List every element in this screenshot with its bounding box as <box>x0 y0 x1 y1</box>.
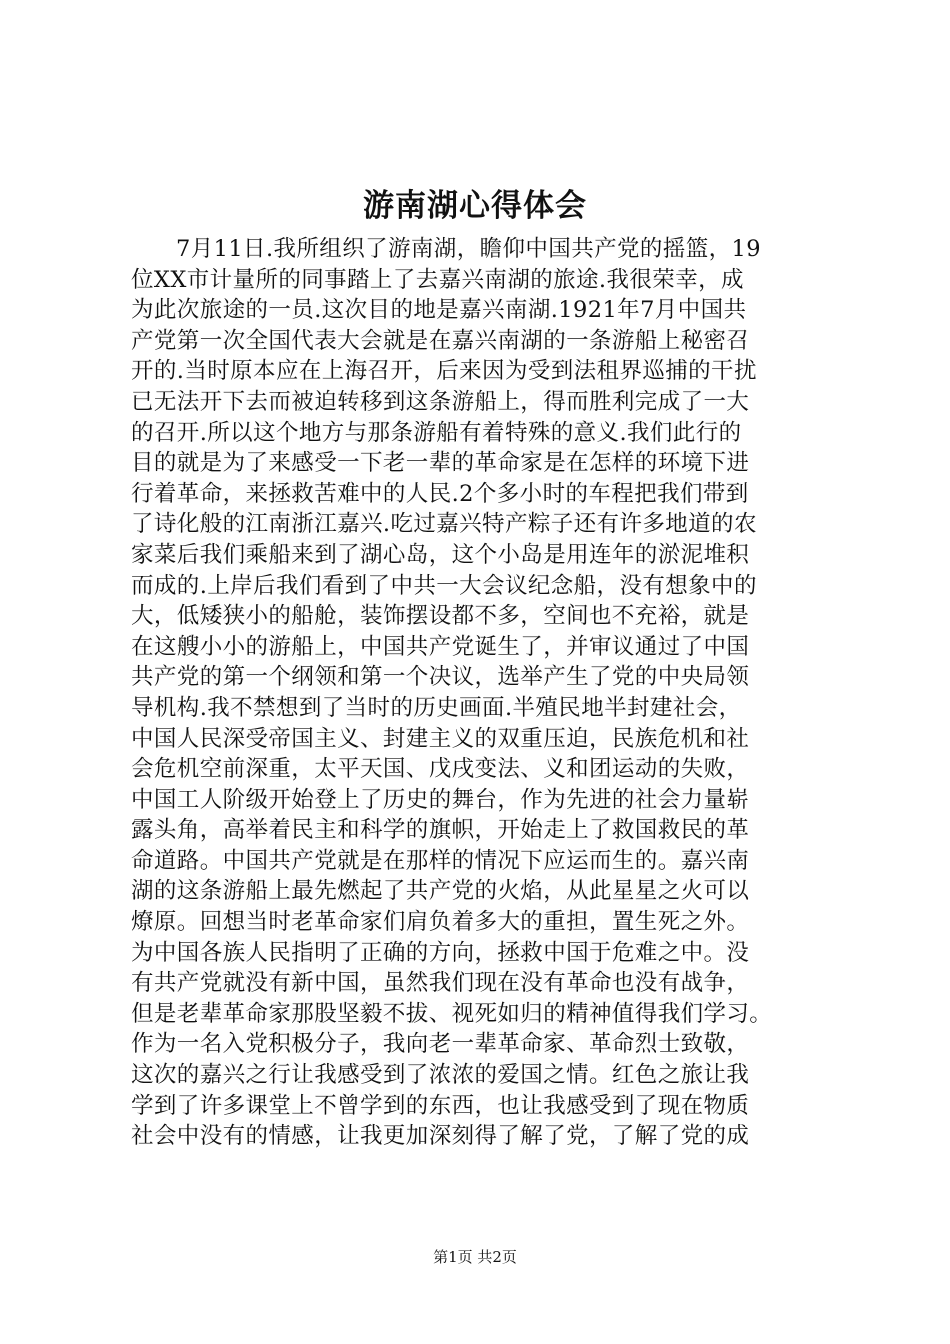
page-number: 第1页 共2页 <box>433 1248 517 1266</box>
body-line: 位XX市计量所的同事踏上了去嘉兴南湖的旅途.我很荣幸，成 <box>131 266 744 293</box>
body-line: 行着革命，来拯救苦难中的人民.2个多小时的车程把我们带到 <box>131 480 749 507</box>
body-line: 作为一名入党积极分子，我向老一辈革命家、革命烈士致敬， <box>131 1031 750 1058</box>
body-line: 有共产党就没有新中国，虽然我们现在没有革命也没有战争， <box>131 970 750 997</box>
body-line: 在这艘小小的游船上，中国共产党诞生了，并审议通过了中国 <box>131 633 750 660</box>
body-line: 的召开.所以这个地方与那条游船有着特殊的意义.我们此行的 <box>131 419 742 446</box>
body-line: 导机构.我不禁想到了当时的历史画面.半殖民地半封建社会， <box>131 694 742 721</box>
body-line: 露头角，高举着民主和科学的旗帜，开始走上了救国救民的革 <box>131 817 750 844</box>
body-line: 中国工人阶级开始登上了历史的舞台，作为先进的社会力量崭 <box>131 786 750 813</box>
body-line: 社会中没有的情感，让我更加深刻得了解了党，了解了党的成 <box>131 1123 750 1150</box>
body-line: 中国人民深受帝国主义、封建主义的双重压迫，民族危机和社 <box>131 725 750 752</box>
body-line: 已无法开下去而被迫转移到这条游船上，得而胜利完成了一大 <box>131 388 750 415</box>
document-body <box>131 234 851 1152</box>
body-line: 命道路。中国共产党就是在那样的情况下应运而生的。嘉兴南 <box>131 847 750 874</box>
body-line: 这次的嘉兴之行让我感受到了浓浓的爱国之情。红色之旅让我 <box>131 1062 750 1089</box>
body-line: 湖的这条游船上最先燃起了共产党的火焰，从此星星之火可以 <box>131 878 750 905</box>
body-line: 学到了许多课堂上不曾学到的东西，也让我感受到了现在物质 <box>131 1092 750 1119</box>
body-line: 燎原。回想当时老革命家们肩负着多大的重担，置生死之外。 <box>131 909 750 936</box>
body-line: 目的就是为了来感受一下老一辈的革命家是在怎样的环境下进 <box>131 450 750 477</box>
body-line: 大，低矮狭小的船舱，装饰摆设都不多，空间也不充裕，就是 <box>131 603 750 630</box>
body-line: 为此次旅途的一员.这次目的地是嘉兴南湖.1921年7月中国共 <box>131 297 747 324</box>
body-line: 开的.当时原本应在上海召开，后来因为受到法租界巡捕的干扰 <box>131 358 757 385</box>
body-line: 共产党的第一个纲领和第一个决议，选举产生了党的中央局领 <box>131 664 750 691</box>
body-line: 7月11日.我所组织了游南湖，瞻仰中国共产党的摇篮，19 <box>176 236 761 262</box>
body-line: 为中国各族人民指明了正确的方向，拯救中国于危难之中。没 <box>131 939 750 966</box>
body-line: 家菜后我们乘船来到了湖心岛，这个小岛是用连年的淤泥堆积 <box>131 541 750 568</box>
body-line: 产党第一次全国代表大会就是在嘉兴南湖的一条游船上秘密召 <box>131 327 750 354</box>
body-line: 会危机空前深重，太平天国、戊戌变法、义和团运动的失败， <box>131 756 750 783</box>
body-line: 但是老辈革命家那股坚毅不拔、视死如归的精神值得我们学习。 <box>131 1000 773 1027</box>
document-title: 游南湖心得体会 <box>363 188 587 224</box>
body-line: 了诗化般的江南浙江嘉兴.吃过嘉兴特产粽子还有许多地道的农 <box>131 511 757 538</box>
body-line: 而成的.上岸后我们看到了中共一大会议纪念船，没有想象中的 <box>131 572 757 599</box>
